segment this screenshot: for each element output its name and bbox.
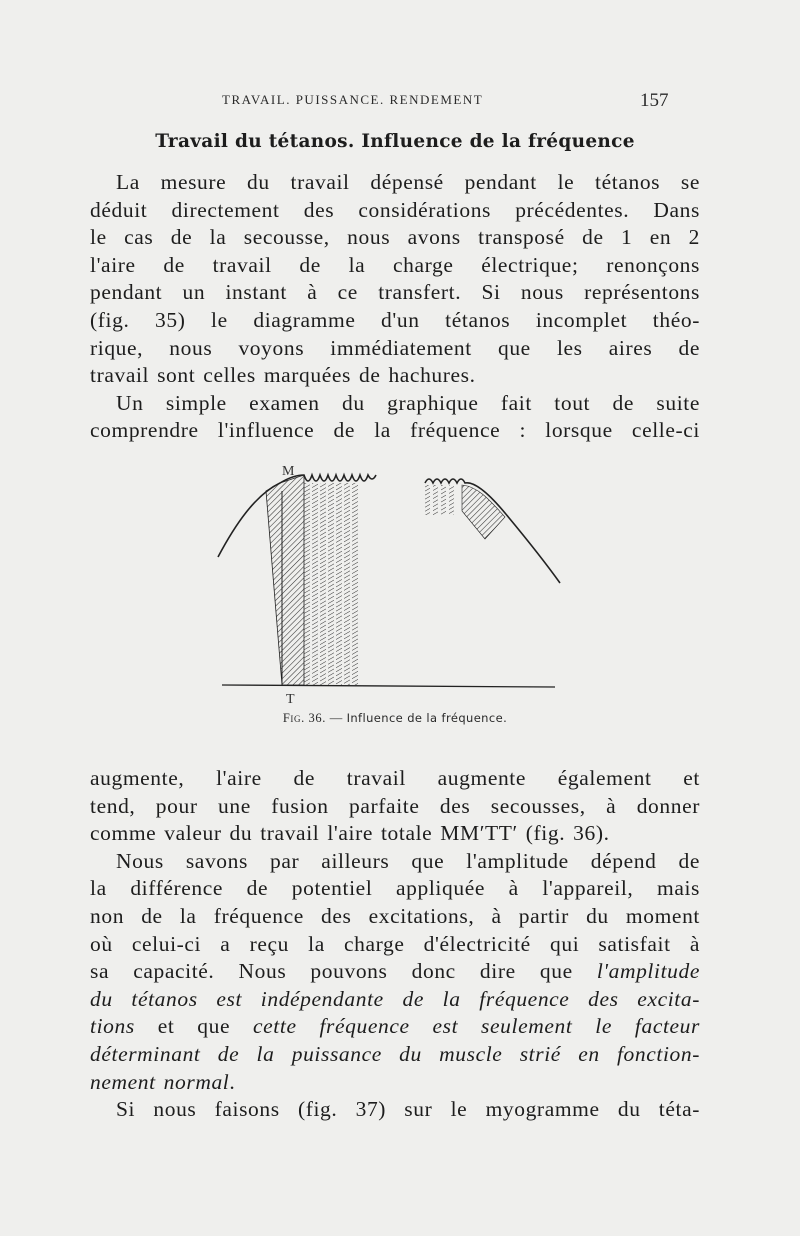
paragraph-3-line: tend, pour une fusion parfaite des secousses, à donner	[90, 793, 700, 818]
label-m: M	[282, 464, 295, 479]
text-roman: et que	[134, 1014, 254, 1039]
hatched-area-left	[266, 475, 304, 685]
paragraph-2-line: Un simple examen du graphique fait tout de suite	[116, 390, 700, 415]
paragraph-4-line	[90, 1041, 700, 1069]
label-t: T	[286, 692, 295, 707]
text-italic: tions	[90, 1014, 135, 1039]
paragraph-4-line: non de la fréquence des excitations, à partir du moment	[90, 903, 700, 928]
text-italic: du tétanos est indépendante de la fréquence des excita-	[90, 986, 700, 1011]
paragraph-1-line: rique, nous voyons immédiatement que les aires de	[90, 335, 700, 360]
text-italic: nement normal	[90, 1069, 230, 1094]
paragraph-2-line: comprendre l'influence de la fréquence : lorsque celle-ci	[90, 418, 700, 443]
text-italic: déterminant de la puissance du muscle strié en fonction-	[90, 1041, 700, 1066]
text-roman: .	[229, 1069, 236, 1094]
paragraph-1-line: La mesure du travail dépensé pendant le tétanos se	[116, 170, 700, 194]
figure-caption-title: Influence de la fréquence.	[346, 711, 508, 725]
paragraph-5-line: Si nous faisons (fig. 37) sur le myogramme du téta-	[116, 1097, 700, 1122]
baseline-axis	[222, 685, 555, 687]
text-italic: cette fréquence est seulement le facteur	[253, 1014, 700, 1039]
text-italic: l'amplitude	[596, 959, 700, 984]
text-block-top	[90, 169, 700, 445]
paragraph-3-line: augmente, l'aire de travail augmente également et	[90, 766, 700, 790]
paragraph-4-line: Nous savons par ailleurs que l'amplitude dépend de	[116, 848, 700, 873]
page-number: 157	[640, 90, 669, 111]
tetanus-frequency-figure	[200, 455, 580, 715]
paragraph-1-line: le cas de la secousse, nous avons transposé de 1 en 2	[90, 225, 700, 250]
hatched-bars	[304, 483, 358, 685]
paragraph-1-line: travail sont celles marquées de hachures.	[90, 363, 476, 388]
text-block-bottom	[90, 765, 700, 1124]
paragraph-4-line	[90, 958, 700, 986]
text-roman: sa capacité. Nous pouvons donc dire que	[90, 959, 597, 984]
figure-caption-label: Fig. 36.	[282, 711, 326, 725]
figure-caption-dash: —	[329, 711, 343, 725]
paragraph-4-line: où celui-ci a reçu la charge d'électricité qui satisfait à	[90, 931, 700, 956]
hatched-area-right	[462, 485, 505, 539]
section-title: Travail du tétanos. Influence de la fréquence	[155, 131, 635, 152]
paragraph-4-line	[90, 986, 700, 1014]
paragraph-4-line: la différence de potentiel appliquée à l'appareil, mais	[90, 876, 700, 901]
paragraph-1-line: (fig. 35) le diagramme d'un tétanos incomplet théo-	[90, 307, 700, 332]
running-head: TRAVAIL. PUISSANCE. RENDEMENT	[222, 92, 484, 107]
hatched-bars-right	[425, 485, 454, 515]
paragraph-1-line: déduit directement des considérations précédentes. Dans	[90, 197, 700, 222]
paragraph-4-line	[90, 1013, 700, 1041]
paragraph-4-line	[90, 1069, 700, 1097]
paragraph-1-line: pendant un instant à ce transfert. Si nous représentons	[90, 280, 700, 305]
paragraph-3-line: comme valeur du travail l'aire totale MM′TT′ (fig. 36).	[90, 821, 610, 846]
paragraph-1-line: l'aire de travail de la charge électrique; renonçons	[90, 252, 700, 277]
figure-caption	[90, 711, 700, 726]
